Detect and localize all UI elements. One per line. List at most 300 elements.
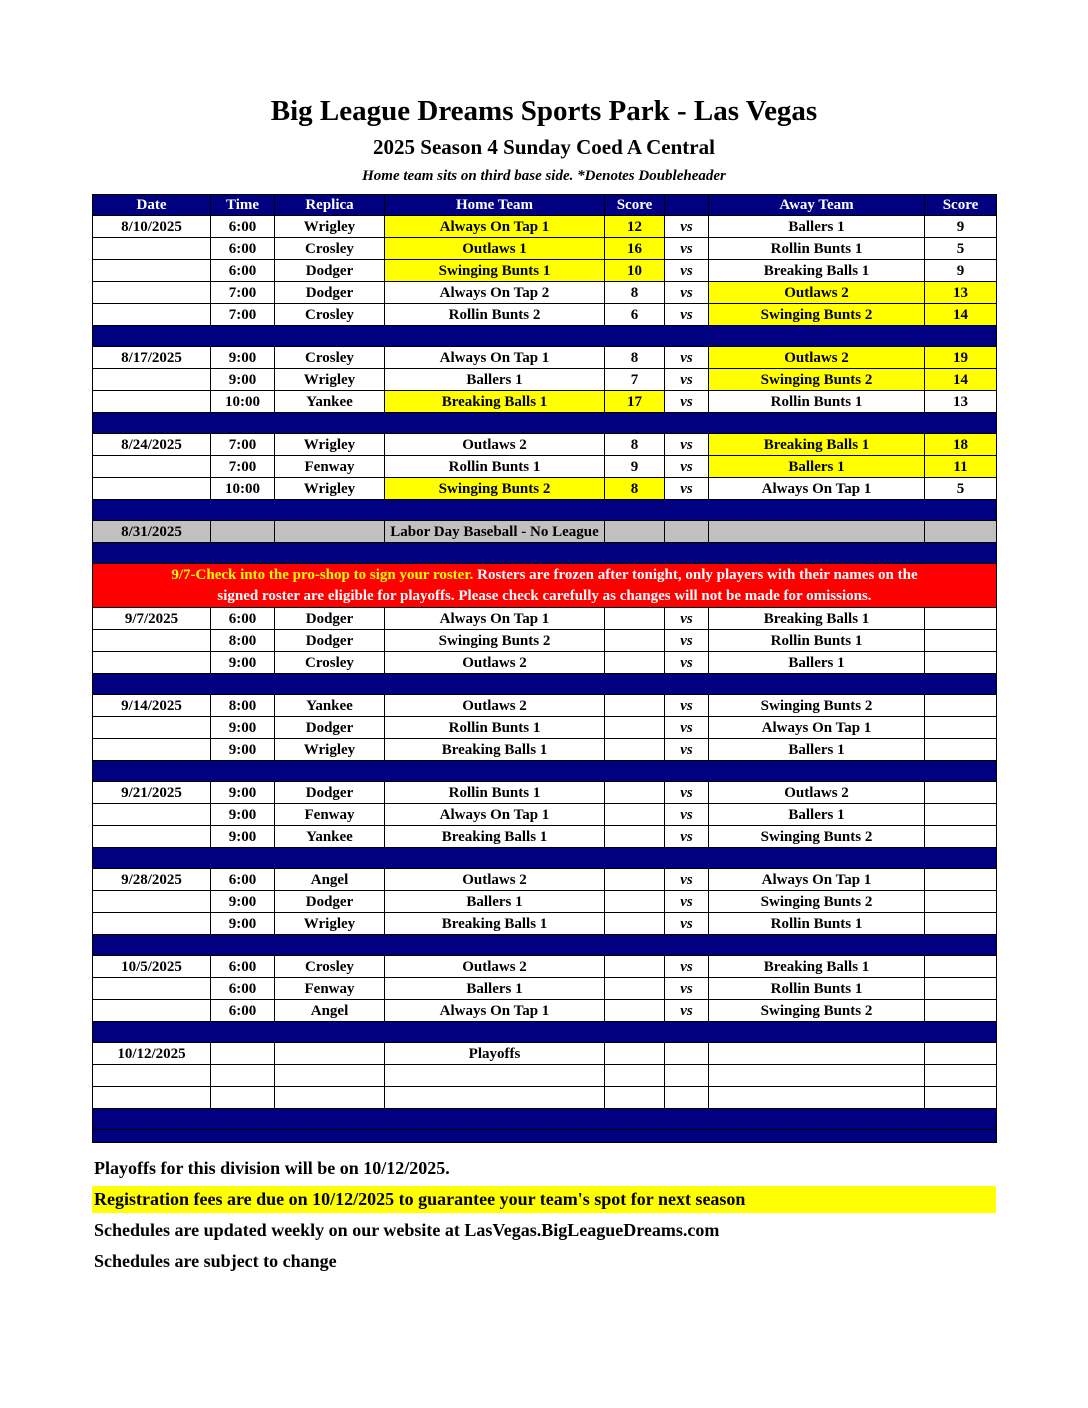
home-team-cell: Rollin Bunts 1 (385, 717, 605, 739)
separator-bar (93, 1109, 997, 1130)
replica-cell: Angel (275, 869, 385, 891)
date-cell (93, 456, 211, 478)
home-team-cell: Outlaws 2 (385, 434, 605, 456)
home-team-cell: Breaking Balls 1 (385, 391, 605, 413)
time-cell (211, 521, 275, 543)
game-row (93, 608, 997, 630)
game-row (93, 739, 997, 761)
vs-cell: vs (665, 717, 709, 739)
away-team-cell: Ballers 1 (709, 216, 925, 238)
time-cell: 6:00 (211, 956, 275, 978)
date-cell: 8/31/2025 (93, 521, 211, 543)
date-cell (93, 260, 211, 282)
date-cell (93, 391, 211, 413)
vs-cell: vs (665, 456, 709, 478)
date-cell (93, 238, 211, 260)
home-score-cell: 7 (605, 369, 665, 391)
home-score-cell (605, 521, 665, 543)
away-score-cell (925, 978, 997, 1000)
home-team-cell: Always On Tap 1 (385, 804, 605, 826)
vs-cell (665, 1065, 709, 1087)
vs-cell: vs (665, 304, 709, 326)
separator-bar (93, 848, 997, 869)
away-team-cell: Breaking Balls 1 (709, 434, 925, 456)
date-cell (93, 804, 211, 826)
away-score-cell: 5 (925, 478, 997, 500)
game-row (93, 282, 997, 304)
away-team-cell: Always On Tap 1 (709, 478, 925, 500)
game-row (93, 304, 997, 326)
home-score-cell (605, 608, 665, 630)
away-team-cell: Ballers 1 (709, 652, 925, 674)
vs-cell: vs (665, 782, 709, 804)
time-cell: 9:00 (211, 891, 275, 913)
home-team-cell: Always On Tap 1 (385, 347, 605, 369)
game-row (93, 391, 997, 413)
date-cell: 9/21/2025 (93, 782, 211, 804)
replica-cell: Fenway (275, 978, 385, 1000)
separator-row (93, 1022, 997, 1043)
away-team-cell: Rollin Bunts 1 (709, 238, 925, 260)
separator-bar (93, 935, 997, 956)
date-cell (93, 913, 211, 935)
no-league-row (93, 521, 997, 543)
separator-bar (93, 543, 997, 564)
date-cell: 9/14/2025 (93, 695, 211, 717)
time-cell: 9:00 (211, 826, 275, 848)
home-team-cell: Rollin Bunts 1 (385, 456, 605, 478)
time-cell: 6:00 (211, 608, 275, 630)
replica-cell: Wrigley (275, 478, 385, 500)
vs-cell: vs (665, 347, 709, 369)
away-score-cell (925, 630, 997, 652)
game-row (93, 695, 997, 717)
vs-cell: vs (665, 608, 709, 630)
time-cell: 9:00 (211, 913, 275, 935)
vs-cell: vs (665, 282, 709, 304)
home-team-cell: Outlaws 2 (385, 869, 605, 891)
separator-row (93, 413, 997, 434)
col-header-replica: Replica (275, 195, 385, 216)
playoffs-date-note: Playoffs for this division will be on 10/12/2025. (94, 1158, 450, 1178)
date-cell: 8/10/2025 (93, 216, 211, 238)
away-score-cell: 18 (925, 434, 997, 456)
time-cell: 9:00 (211, 652, 275, 674)
time-cell: 8:00 (211, 695, 275, 717)
away-score-cell (925, 804, 997, 826)
separator-row (93, 543, 997, 564)
col-header-away-team: Away Team (709, 195, 925, 216)
date-cell (93, 739, 211, 761)
away-score-cell (925, 891, 997, 913)
separator-bar (93, 1130, 997, 1143)
away-score-cell: 14 (925, 369, 997, 391)
away-score-cell: 19 (925, 347, 997, 369)
schedule-table (92, 194, 997, 1143)
replica-cell (275, 521, 385, 543)
roster-notice-line1: Rosters are frozen after tonight, only players with their names on the (473, 566, 918, 583)
game-row (93, 347, 997, 369)
footer-notes (92, 1155, 996, 1275)
vs-cell: vs (665, 956, 709, 978)
game-row (93, 782, 997, 804)
away-score-cell (925, 1043, 997, 1065)
vs-cell: vs (665, 238, 709, 260)
away-team-cell: Swinging Bunts 2 (709, 826, 925, 848)
replica-cell: Wrigley (275, 739, 385, 761)
date-cell (93, 826, 211, 848)
game-row (93, 978, 997, 1000)
date-cell: 8/17/2025 (93, 347, 211, 369)
page-subtitle: 2025 Season 4 Sunday Coed A Central (373, 135, 715, 159)
time-cell: 7:00 (211, 456, 275, 478)
vs-cell: vs (665, 216, 709, 238)
date-cell: 9/28/2025 (93, 869, 211, 891)
date-cell (93, 652, 211, 674)
home-score-cell (605, 913, 665, 935)
home-team-cell: Outlaws 2 (385, 652, 605, 674)
schedule-table-head (93, 195, 997, 216)
game-row (93, 1000, 997, 1022)
home-team-cell: Breaking Balls 1 (385, 739, 605, 761)
away-score-cell (925, 1087, 997, 1109)
home-score-cell (605, 630, 665, 652)
vs-cell: vs (665, 891, 709, 913)
replica-cell: Wrigley (275, 434, 385, 456)
home-team-cell: Always On Tap 1 (385, 608, 605, 630)
game-row (93, 826, 997, 848)
game-row (93, 630, 997, 652)
home-team-cell: Breaking Balls 1 (385, 826, 605, 848)
replica-cell: Wrigley (275, 369, 385, 391)
away-score-cell (925, 956, 997, 978)
date-cell (93, 304, 211, 326)
home-score-cell (605, 891, 665, 913)
away-team-cell: Always On Tap 1 (709, 717, 925, 739)
separator-bar (93, 413, 997, 434)
home-score-cell: 10 (605, 260, 665, 282)
time-cell: 9:00 (211, 739, 275, 761)
away-team-cell: Rollin Bunts 1 (709, 978, 925, 1000)
vs-cell: vs (665, 804, 709, 826)
home-score-cell: 8 (605, 434, 665, 456)
time-cell: 6:00 (211, 238, 275, 260)
date-cell (93, 282, 211, 304)
col-header-home-team: Home Team (385, 195, 605, 216)
separator-bar (93, 1022, 997, 1043)
separator-bar (93, 326, 997, 347)
home-score-cell: 17 (605, 391, 665, 413)
away-team-cell: Swinging Bunts 2 (709, 304, 925, 326)
home-team-cell: Outlaws 2 (385, 695, 605, 717)
away-score-cell: 5 (925, 238, 997, 260)
replica-cell: Angel (275, 1000, 385, 1022)
time-cell: 7:00 (211, 282, 275, 304)
separator-bar (93, 761, 997, 782)
date-cell (93, 717, 211, 739)
date-cell: 10/12/2025 (93, 1043, 211, 1065)
home-team-cell (385, 1087, 605, 1109)
header-row (93, 195, 997, 216)
home-score-cell (605, 978, 665, 1000)
away-score-cell (925, 913, 997, 935)
home-team-cell: Labor Day Baseball - No League (385, 521, 605, 543)
vs-cell: vs (665, 978, 709, 1000)
date-cell (93, 891, 211, 913)
vs-cell: vs (665, 630, 709, 652)
vs-cell (665, 1043, 709, 1065)
replica-cell: Dodger (275, 260, 385, 282)
col-header-time: Time (211, 195, 275, 216)
separator-row (93, 935, 997, 956)
away-score-cell (925, 1000, 997, 1022)
separator-bar (93, 674, 997, 695)
home-team-cell: Always On Tap 1 (385, 1000, 605, 1022)
home-team-cell: Swinging Bunts 1 (385, 260, 605, 282)
col-header-away-score: Score (925, 195, 997, 216)
time-cell: 7:00 (211, 304, 275, 326)
date-cell (93, 978, 211, 1000)
roster-notice-text (93, 564, 997, 608)
date-cell (93, 369, 211, 391)
empty-row (93, 1065, 997, 1087)
away-score-cell: 14 (925, 304, 997, 326)
away-team-cell: Swinging Bunts 2 (709, 1000, 925, 1022)
home-team-cell: Always On Tap 1 (385, 216, 605, 238)
date-cell: 8/24/2025 (93, 434, 211, 456)
time-cell: 7:00 (211, 434, 275, 456)
away-score-cell (925, 608, 997, 630)
date-cell: 9/7/2025 (93, 608, 211, 630)
vs-cell: vs (665, 826, 709, 848)
replica-cell: Dodger (275, 630, 385, 652)
replica-cell: Fenway (275, 804, 385, 826)
vs-cell: vs (665, 1000, 709, 1022)
date-cell (93, 1087, 211, 1109)
away-team-cell: Breaking Balls 1 (709, 608, 925, 630)
home-score-cell (605, 695, 665, 717)
separator-bar (93, 500, 997, 521)
date-cell (93, 478, 211, 500)
away-team-cell: Rollin Bunts 1 (709, 913, 925, 935)
game-row (93, 216, 997, 238)
vs-cell: vs (665, 260, 709, 282)
col-header-home-score: Score (605, 195, 665, 216)
away-team-cell (709, 1065, 925, 1087)
time-cell: 10:00 (211, 478, 275, 500)
game-row (93, 652, 997, 674)
replica-cell: Wrigley (275, 216, 385, 238)
home-team-cell: Breaking Balls 1 (385, 913, 605, 935)
replica-cell: Crosley (275, 956, 385, 978)
time-cell (211, 1065, 275, 1087)
away-team-cell (709, 1087, 925, 1109)
schedule-table-body (93, 216, 997, 1143)
separator-row (93, 761, 997, 782)
time-cell: 8:00 (211, 630, 275, 652)
time-cell: 6:00 (211, 978, 275, 1000)
home-team-cell: Rollin Bunts 1 (385, 782, 605, 804)
away-score-cell (925, 826, 997, 848)
game-row (93, 434, 997, 456)
away-score-cell (925, 1065, 997, 1087)
subject-to-change-note: Schedules are subject to change (94, 1251, 337, 1271)
away-team-cell: Swinging Bunts 2 (709, 695, 925, 717)
time-cell (211, 1087, 275, 1109)
replica-cell: Fenway (275, 456, 385, 478)
col-header-vs (665, 195, 709, 216)
away-team-cell (709, 521, 925, 543)
home-team-cell: Outlaws 1 (385, 238, 605, 260)
time-cell: 10:00 (211, 391, 275, 413)
separator-row (93, 674, 997, 695)
game-row (93, 913, 997, 935)
vs-cell: vs (665, 478, 709, 500)
away-team-cell: Breaking Balls 1 (709, 260, 925, 282)
away-score-cell: 9 (925, 216, 997, 238)
replica-cell: Dodger (275, 782, 385, 804)
vs-cell: vs (665, 869, 709, 891)
away-team-cell: Swinging Bunts 2 (709, 369, 925, 391)
replica-cell: Crosley (275, 304, 385, 326)
time-cell: 9:00 (211, 369, 275, 391)
away-team-cell: Outlaws 2 (709, 347, 925, 369)
separator-row (93, 500, 997, 521)
away-score-cell: 9 (925, 260, 997, 282)
replica-cell: Wrigley (275, 913, 385, 935)
replica-cell: Crosley (275, 238, 385, 260)
replica-cell: Yankee (275, 695, 385, 717)
time-cell: 6:00 (211, 1000, 275, 1022)
home-team-cell: Outlaws 2 (385, 956, 605, 978)
replica-cell: Dodger (275, 282, 385, 304)
roster-notice-line2: signed roster are eligible for playoffs. Please check carefully as changes will not be made for omissions. (217, 587, 872, 604)
home-team-cell: Swinging Bunts 2 (385, 630, 605, 652)
vs-cell (665, 1087, 709, 1109)
vs-cell: vs (665, 434, 709, 456)
home-team-cell: Rollin Bunts 2 (385, 304, 605, 326)
away-team-cell: Rollin Bunts 1 (709, 630, 925, 652)
away-score-cell (925, 521, 997, 543)
replica-cell: Dodger (275, 891, 385, 913)
replica-cell: Crosley (275, 347, 385, 369)
home-score-cell (605, 956, 665, 978)
away-team-cell: Rollin Bunts 1 (709, 391, 925, 413)
time-cell: 9:00 (211, 782, 275, 804)
replica-cell: Crosley (275, 652, 385, 674)
time-cell (211, 1043, 275, 1065)
away-score-cell (925, 652, 997, 674)
home-score-cell (605, 1065, 665, 1087)
vs-cell: vs (665, 652, 709, 674)
away-score-cell: 13 (925, 391, 997, 413)
time-cell: 9:00 (211, 347, 275, 369)
away-score-cell (925, 869, 997, 891)
separator-row (93, 1130, 997, 1143)
away-team-cell (709, 1043, 925, 1065)
home-score-cell: 6 (605, 304, 665, 326)
home-score-cell (605, 1087, 665, 1109)
game-row (93, 869, 997, 891)
away-team-cell: Outlaws 2 (709, 782, 925, 804)
away-team-cell: Ballers 1 (709, 739, 925, 761)
away-score-cell (925, 717, 997, 739)
vs-cell: vs (665, 369, 709, 391)
home-score-cell (605, 1000, 665, 1022)
home-team-cell (385, 1065, 605, 1087)
date-cell (93, 630, 211, 652)
game-row (93, 956, 997, 978)
playoffs-row (93, 1043, 997, 1065)
replica-cell (275, 1087, 385, 1109)
home-score-cell (605, 869, 665, 891)
away-team-cell: Outlaws 2 (709, 282, 925, 304)
date-cell (93, 1000, 211, 1022)
date-cell: 10/5/2025 (93, 956, 211, 978)
game-row (93, 456, 997, 478)
home-score-cell: 8 (605, 347, 665, 369)
game-row (93, 238, 997, 260)
vs-cell (665, 521, 709, 543)
home-team-cell: Ballers 1 (385, 369, 605, 391)
away-team-cell: Always On Tap 1 (709, 869, 925, 891)
separator-row (93, 326, 997, 347)
home-score-cell (605, 804, 665, 826)
away-score-cell (925, 782, 997, 804)
game-row (93, 717, 997, 739)
replica-cell (275, 1043, 385, 1065)
home-team-cell: Ballers 1 (385, 978, 605, 1000)
separator-row (93, 848, 997, 869)
time-cell: 9:00 (211, 717, 275, 739)
home-team-note: Home team sits on third base side. *Denotes Doubleheader (362, 168, 726, 184)
home-score-cell: 12 (605, 216, 665, 238)
home-team-cell: Always On Tap 2 (385, 282, 605, 304)
time-cell: 9:00 (211, 804, 275, 826)
home-score-cell (605, 782, 665, 804)
replica-cell: Yankee (275, 391, 385, 413)
away-score-cell: 11 (925, 456, 997, 478)
home-team-cell: Ballers 1 (385, 891, 605, 913)
away-team-cell: Ballers 1 (709, 804, 925, 826)
replica-cell (275, 1065, 385, 1087)
away-team-cell: Breaking Balls 1 (709, 956, 925, 978)
col-header-date: Date (93, 195, 211, 216)
roster-notice-highlight: 9/7-Check into the pro-shop to sign your roster. (171, 566, 474, 583)
away-team-cell: Swinging Bunts 2 (709, 891, 925, 913)
away-score-cell: 13 (925, 282, 997, 304)
date-cell (93, 1065, 211, 1087)
home-score-cell: 16 (605, 238, 665, 260)
home-score-cell (605, 1043, 665, 1065)
home-score-cell: 8 (605, 282, 665, 304)
home-score-cell (605, 652, 665, 674)
vs-cell: vs (665, 695, 709, 717)
game-row (93, 369, 997, 391)
website-update-note: Schedules are updated weekly on our website at LasVegas.BigLeagueDreams.com (94, 1220, 720, 1240)
game-row (93, 260, 997, 282)
game-row (93, 891, 997, 913)
game-row (93, 478, 997, 500)
replica-cell: Dodger (275, 717, 385, 739)
time-cell: 6:00 (211, 216, 275, 238)
home-score-cell: 9 (605, 456, 665, 478)
replica-cell: Yankee (275, 826, 385, 848)
home-score-cell (605, 739, 665, 761)
time-cell: 6:00 (211, 869, 275, 891)
home-score-cell (605, 717, 665, 739)
empty-row (93, 1087, 997, 1109)
